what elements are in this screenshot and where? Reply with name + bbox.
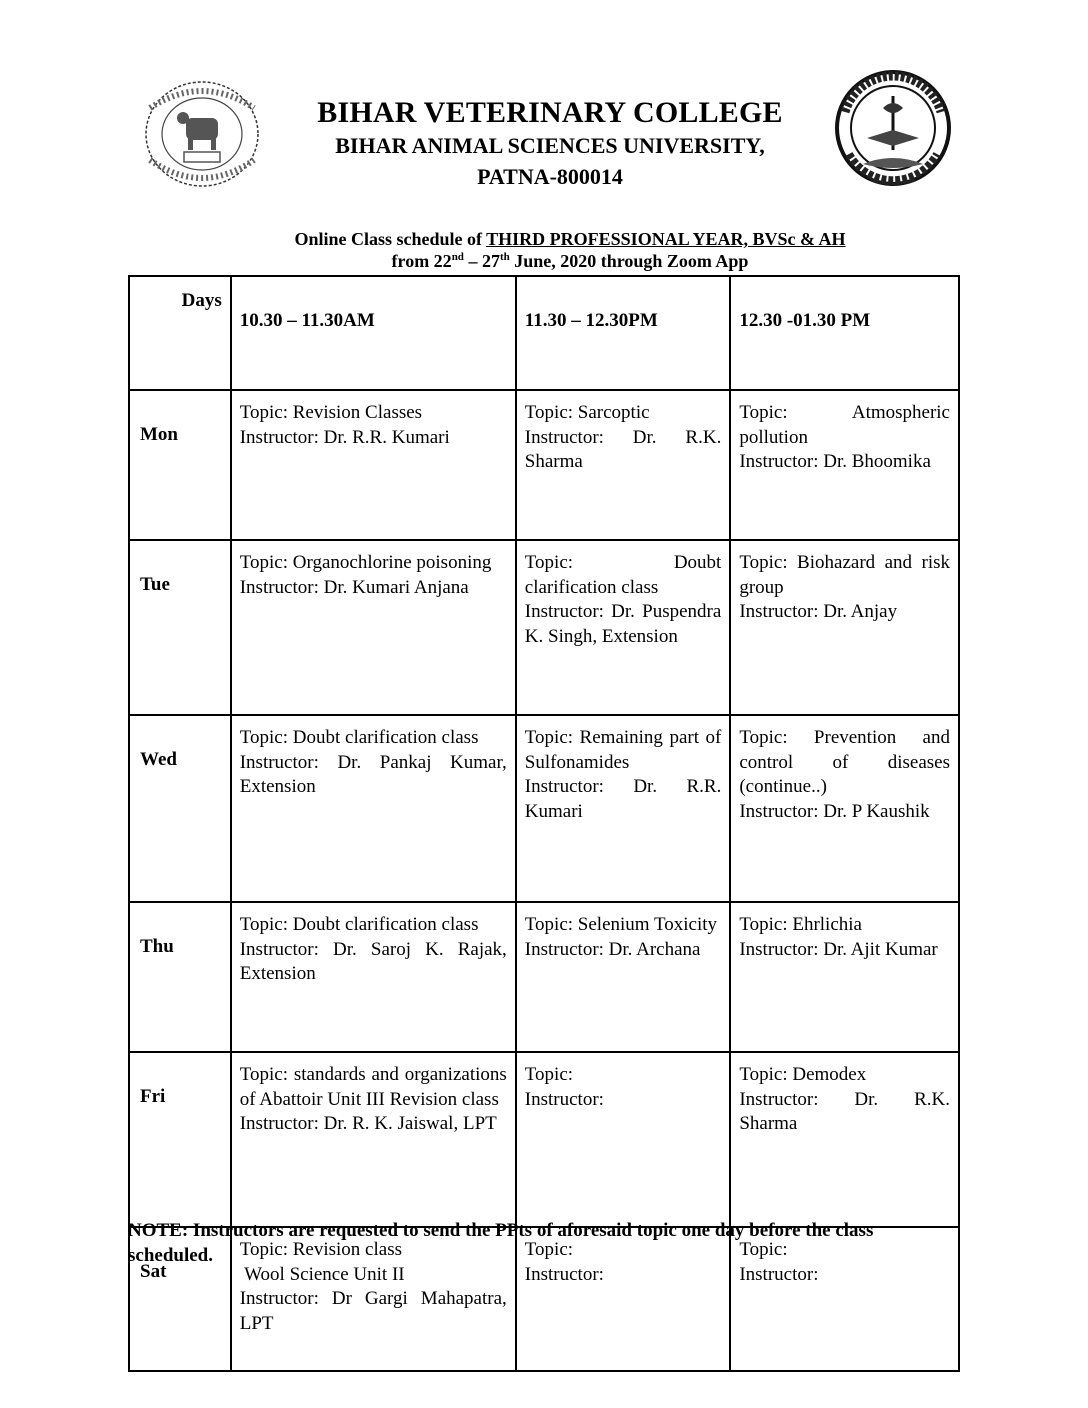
dates-rest: June, 2020 through Zoom App	[509, 251, 749, 271]
instructor-text: Instructor: Dr. Archana	[524, 938, 701, 960]
class-cell	[516, 1052, 731, 1227]
class-cell	[231, 902, 516, 1052]
class-cell	[730, 715, 959, 902]
instructor-text: Instructor: Dr. Ajit Kumar	[739, 938, 938, 960]
university-name: BIHAR ANIMAL SCIENCES UNIVERSITY,	[335, 133, 765, 158]
instructor-text: Instructor: Dr. Kumari Anjana	[239, 576, 469, 598]
instructor-text: Instructor:	[739, 1263, 819, 1285]
college-emblem	[827, 68, 959, 194]
schedule-title-year: THIRD PROFESSIONAL YEAR, BVSc & AH	[486, 229, 846, 249]
university-logo	[136, 78, 268, 190]
instructor-text: Instructor: Dr Gargi Mahapatra, LPT	[239, 1288, 507, 1334]
day-cell: Thu	[129, 902, 231, 1052]
dates-mid: – 27	[463, 251, 500, 271]
topic-text: Topic:	[739, 1239, 788, 1260]
table-header-row	[129, 276, 959, 390]
class-cell	[730, 390, 959, 540]
instructor-text: Instructor:	[524, 1263, 604, 1285]
schedule-table	[128, 275, 960, 1372]
day-cell: Fri	[129, 1052, 231, 1227]
class-cell	[516, 390, 731, 540]
class-cell	[516, 902, 731, 1052]
class-cell	[730, 902, 959, 1052]
topic-text: Topic: Doubt clarification class	[239, 727, 479, 748]
topic-text: Topic: Biohazard and risk group	[739, 552, 950, 598]
days-header: Days	[129, 276, 231, 390]
topic-text: Topic: Revision class	[239, 1239, 402, 1260]
dates-sup1: nd	[451, 251, 464, 263]
class-cell	[516, 540, 731, 715]
table-row	[129, 540, 959, 715]
topic-text: Topic: Doubt clarification class	[239, 914, 479, 935]
class-cell	[231, 1052, 516, 1227]
table-row	[129, 715, 959, 902]
dates-sup2: th	[499, 251, 510, 263]
schedule-title-prefix: Online Class schedule of	[294, 229, 487, 249]
table-row	[129, 1052, 959, 1227]
class-cell	[231, 390, 516, 540]
instructor-text: Instructor: Dr. Saroj K. Rajak, Extension	[239, 938, 507, 984]
instructor-text: Instructor: Dr. Puspendra K. Singh, Extension	[524, 601, 722, 647]
topic-text: Topic:	[524, 1239, 574, 1260]
instructor-text: Instructor: Dr. Pankaj Kumar, Extension	[239, 751, 507, 797]
topic-text: Topic: Remaining part of Sulfonamides	[524, 727, 722, 773]
topic-text: Topic: Atmospheric pollution	[739, 402, 950, 448]
topic-text: Topic: Demodex	[739, 1064, 867, 1085]
instructor-text: Instructor: Dr. Bhoomika	[739, 451, 931, 472]
schedule-title	[160, 228, 980, 250]
instructor-text: Instructor: Dr. R.R. Kumari	[524, 776, 722, 822]
schedule-dates	[160, 250, 980, 272]
topic-text-continued: Wool Science Unit II	[239, 1263, 405, 1285]
instructor-text: Instructor: Dr. R.R. Kumari	[239, 426, 450, 448]
class-cell	[730, 1052, 959, 1227]
city-pin: PATNA-800014	[477, 164, 623, 189]
topic-text: Topic: Revision Classes	[239, 402, 423, 423]
topic-text: Topic:	[524, 1064, 574, 1085]
topic-text: Topic: Organochlorine poisoning	[239, 552, 492, 573]
class-cell	[516, 715, 731, 902]
topic-text: Topic: Sarcoptic	[524, 402, 650, 423]
day-cell: Wed	[129, 715, 231, 902]
table-row	[129, 390, 959, 540]
instructor-note: NOTE: Instructors are requested to send the PPts of aforesaid topic one day before the class scheduled.	[128, 1220, 874, 1266]
topic-text: Topic: Prevention and control of diseases (continue..)	[739, 727, 950, 797]
class-cell	[730, 540, 959, 715]
instructor-text: Instructor:	[524, 1088, 604, 1110]
instructor-text: Instructor: Dr. P Kaushik	[739, 800, 930, 822]
day-cell: Mon	[129, 390, 231, 540]
college-name: BIHAR VETERINARY COLLEGE	[317, 96, 783, 129]
slot-header: 10.30 – 11.30AM	[231, 276, 516, 390]
day-cell: Sat	[129, 1227, 231, 1371]
instructor-text: Instructor: Dr. R. K. Jaiswal, LPT	[239, 1113, 497, 1134]
topic-text: Topic: Ehrlichia	[739, 914, 862, 935]
slot-header: 11.30 – 12.30PM	[516, 276, 731, 390]
dates-from: from 22	[391, 251, 452, 271]
table-row	[129, 902, 959, 1052]
topic-text: Topic: Doubt clarification class	[524, 552, 722, 598]
slot-header: 12.30 -01.30 PM	[730, 276, 959, 390]
instructor-text: Instructor: Dr. R.K. Sharma	[739, 1088, 950, 1134]
topic-text: Topic: Selenium Toxicity	[524, 914, 718, 935]
instructor-text: Instructor: Dr. Anjay	[739, 601, 898, 622]
class-cell	[231, 540, 516, 715]
day-cell: Tue	[129, 540, 231, 715]
topic-text: Topic: standards and organizations of Abattoir Unit III Revision class	[239, 1064, 507, 1110]
instructor-text: Instructor: Dr. R.K. Sharma	[524, 426, 722, 472]
class-cell	[231, 715, 516, 902]
